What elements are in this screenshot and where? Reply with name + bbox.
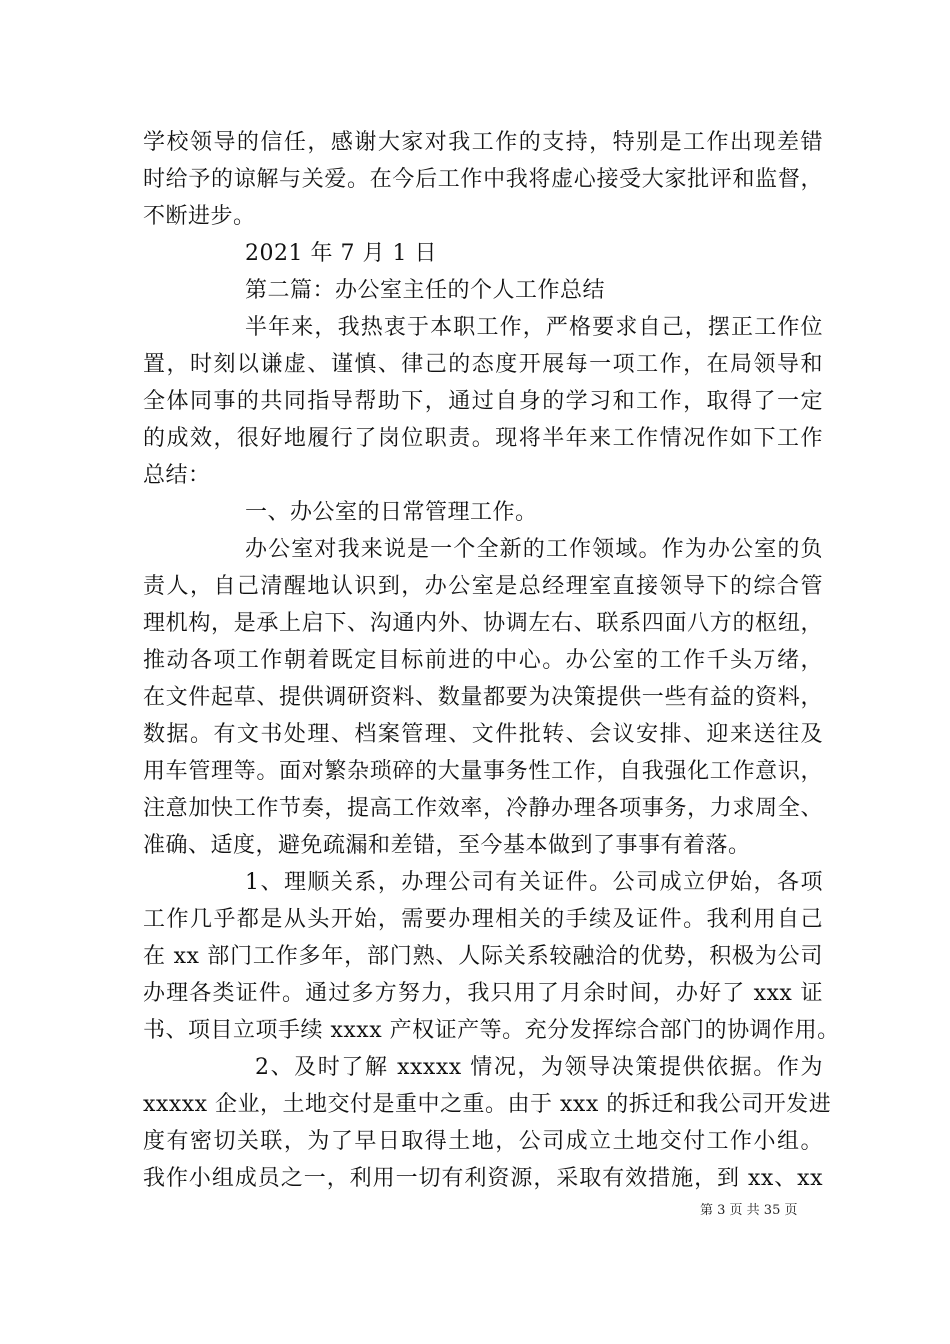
body-text-line: 工作几乎都是从头开始，需要办理相关的手续及证件。我利用自己: [143, 907, 823, 932]
page-number-footer: 第 3 页 共 35 页: [700, 1203, 798, 1218]
paragraph-first-line: 2、及时了解 xxxxx 情况，为领导决策提供依据。作为: [255, 1055, 823, 1080]
body-text-line: 推动各项工作朝着既定目标前进的中心。办公室的工作千头万绪，: [143, 648, 823, 673]
body-text-line: 数据。有文书处理、档案管理、文件批转、会议安排、迎来送往及: [143, 722, 823, 747]
body-text-line: xxxxx 企业，土地交付是重中之重。由于 xxx 的拆迁和我公司开发进: [143, 1092, 832, 1117]
paragraph-first-line: 办公室对我来说是一个全新的工作领域。作为办公室的负: [245, 537, 823, 562]
body-text-line: 注意加快工作节奏，提高工作效率，冷静办理各项事务，力求周全、: [143, 796, 823, 821]
body-text-line: 用车管理等。面对繁杂琐碎的大量事务性工作，自我强化工作意识，: [143, 759, 823, 784]
body-text-line: 不断进步。: [143, 204, 256, 229]
body-text-line: 时给予的谅解与关爱。在今后工作中我将虚心接受大家批评和监督，: [143, 167, 823, 192]
subsection-heading: 一、办公室的日常管理工作。: [245, 500, 538, 525]
body-text-line: 书、项目立项手续 xxxx 产权证产等。充分发挥综合部门的协调作用。: [143, 1018, 840, 1043]
body-text-line: 置，时刻以谦虚、谨慎、律己的态度开展每一项工作，在局领导和: [143, 352, 823, 377]
body-text-line: 办理各类证件。通过多方努力，我只用了月余时间，办好了 xxx 证: [143, 981, 823, 1006]
body-text-line: 总结：: [143, 463, 211, 488]
body-text-line: 的成效，很好地履行了岗位职责。现将半年来工作情况作如下工作: [143, 426, 823, 451]
body-text-line: 理机构，是承上启下、沟通内外、协调左右、联系四面八方的枢纽，: [143, 611, 823, 636]
body-text-line: 我作小组成员之一，利用一切有利资源，采取有效措施，到 xx、xx: [143, 1166, 823, 1191]
body-text-line: 准确、适度，避免疏漏和差错，至今基本做到了事事有着落。: [143, 833, 751, 858]
section-heading: 第二篇：办公室主任的个人工作总结: [245, 278, 606, 303]
body-text-line: 全体同事的共同指导帮助下，通过自身的学习和工作，取得了一定: [143, 389, 823, 414]
paragraph-first-line: 1、理顺关系，办理公司有关证件。公司成立伊始，各项: [245, 870, 823, 895]
body-text-line: 在文件起草、提供调研资料、数量都要为决策提供一些有益的资料，: [143, 685, 823, 710]
body-text-line: 学校领导的信任，感谢大家对我工作的支持，特别是工作出现差错: [143, 130, 823, 155]
date-line: 2021 年 7 月 1 日: [245, 241, 437, 266]
body-text-line: 责人，自己清醒地认识到，办公室是总经理室直接领导下的综合管: [143, 574, 823, 599]
body-text-line: 度有密切关联，为了早日取得土地，公司成立土地交付工作小组。: [143, 1129, 823, 1154]
body-text-line: 在 xx 部门工作多年，部门熟、人际关系较融洽的优势，积极为公司: [143, 944, 823, 969]
paragraph-first-line: 半年来，我热衷于本职工作，严格要求自己，摆正工作位: [245, 315, 823, 340]
